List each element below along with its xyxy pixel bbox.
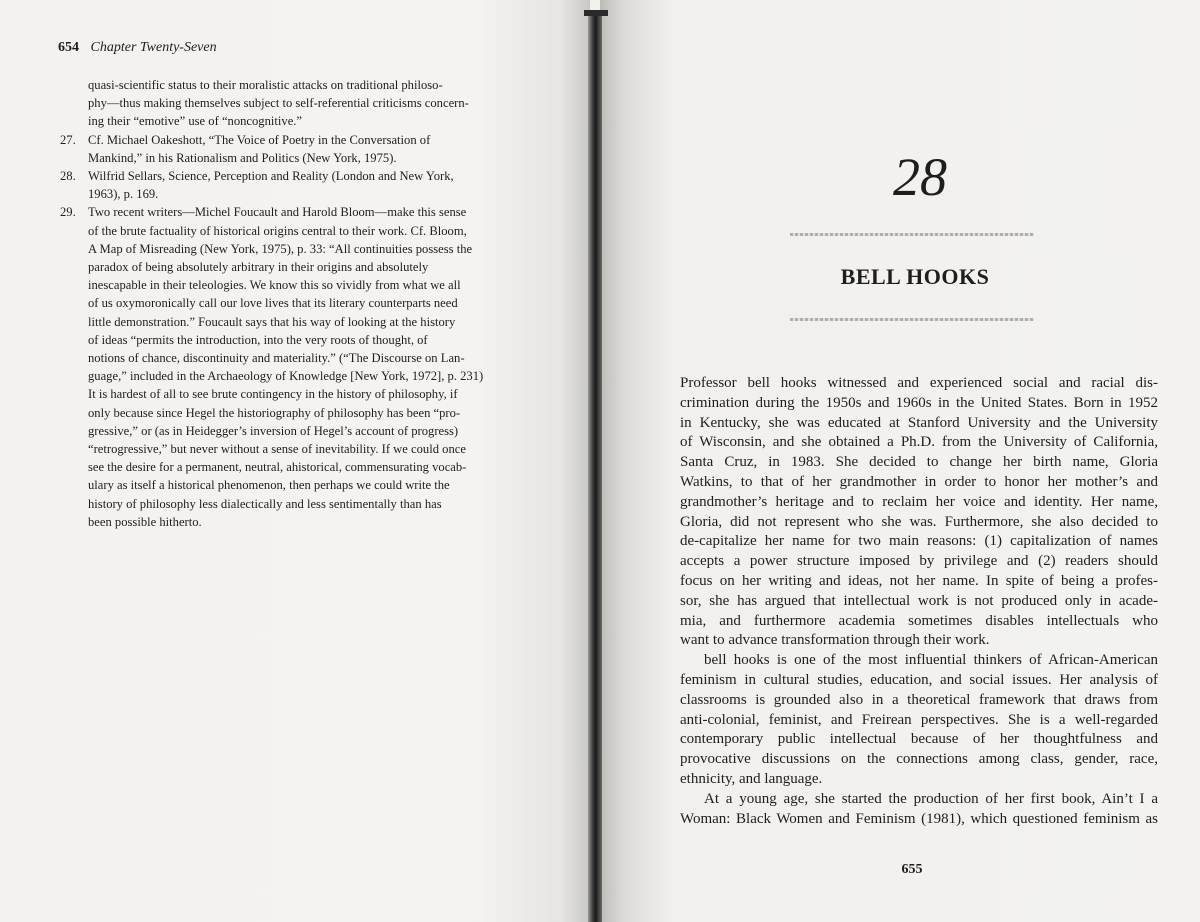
body-line: At a young age, she started the production of her first book, Ain’t I a (704, 790, 1158, 807)
note-line: inescapable in their teleologies. We know this so vividly from what we all (88, 278, 461, 293)
note-line: ing their “emotive” use of “noncognitive.” (88, 114, 303, 129)
ornamental-rule-bottom (790, 318, 1034, 321)
note-number: 27. (60, 132, 76, 147)
note-line: of us oxymoronically call our love lives that its literary counterparts need (88, 296, 458, 311)
right-page-number: 655 (901, 862, 923, 877)
body-line: accepts a power structure imposed by privilege and (2) readers should (680, 553, 1158, 570)
note-29 (60, 203, 536, 531)
body-line: mia, and furthermore academia sometimes disables intellectuals who (680, 612, 1158, 629)
note-line: been possible hitherto. (88, 514, 202, 529)
body-line: provocative discussions on the connections among class, gender, race, (680, 751, 1158, 768)
note-line: phy—thus making themselves subject to self-referential criticisms concern- (88, 96, 469, 111)
paragraph (680, 651, 1158, 790)
note-28 (60, 167, 536, 203)
note-line: history of philosophy less dialectically and less sentimentally than has (88, 496, 442, 511)
left-page-number: 654 (58, 40, 79, 55)
body-line: Woman: Black Women and Feminism (1981), which questioned feminism as (680, 810, 1158, 827)
body-line: Professor bell hooks witnessed and experienced social and racial dis- (680, 375, 1158, 391)
note-line: notions of chance, discontinuity and materiality.” (“The Discourse on Lan- (88, 351, 465, 366)
body-line: crimination during the 1950s and 1960s in the United States. Born in 1952 (680, 394, 1158, 411)
chapter-header: Chapter Twenty-Seven (90, 40, 217, 55)
note-line: Two recent writers—Michel Foucault and Harold Bloom—make this sense (88, 205, 467, 220)
endnotes (60, 76, 536, 531)
body-line: ethnicity, and language. (680, 770, 823, 787)
note-line: quasi-scientific status to their moralistic attacks on traditional philoso- (88, 78, 443, 92)
ornamental-rule-top (790, 233, 1034, 236)
body-line: feminism in cultural studies, education, and social issues. Her analysis of (680, 671, 1158, 688)
gutter-edge (584, 10, 608, 16)
body-line: classrooms is grounded also in a theoretical framework that draws from (680, 691, 1158, 708)
note-line: 1963), p. 169. (88, 187, 159, 202)
body-line: focus on her writing and ideas, not her name. In spite of being a profes- (680, 572, 1158, 589)
note-line: little demonstration.” Foucault says that his way of looking at the history (88, 314, 456, 329)
chapter-body (680, 374, 1158, 829)
note-line: paradox of being absolutely arbitrary in their origins and absolutely (88, 260, 429, 275)
body-line: Gloria, did not represent who she was. Furthermore, she also decided to (680, 513, 1158, 530)
body-line: want to advance transformation through their work. (680, 632, 990, 649)
note-line: A Map of Misreading (New York, 1975), p. 33: “All continuities possess the (88, 241, 473, 256)
note-line: only because since Hegel the historiography of philosophy has been “pro- (88, 405, 461, 420)
chapter-number: 28 (893, 147, 947, 207)
note-number: 29. (60, 205, 76, 220)
note-line: ulary as itself a historical phenomenon, then perhaps we could write the (88, 478, 450, 493)
paragraph (680, 790, 1158, 830)
body-line: in Kentucky, she was educated at Stanford University and the University (680, 414, 1158, 431)
body-line: Watkins, to that of her grandmother in order to honor her mother’s and (680, 473, 1158, 490)
note-line: Cf. Michael Oakeshott, “The Voice of Poetry in the Conversation of (88, 132, 431, 147)
note-line: see the desire for a permanent, neutral, ahistorical, commensurating vocab- (88, 460, 467, 475)
note-line: It is hardest of all to see brute contingency in the history of philosophy, if (88, 387, 458, 402)
note-line: gressive,” or (as in Heidegger’s inversion of Hegel’s account of progress) (88, 423, 459, 438)
book-gutter (588, 10, 602, 922)
note-line: Mankind,” in his Rationalism and Politics (New York, 1975). (88, 150, 397, 165)
note-27 (60, 131, 536, 167)
note-line: Wilfrid Sellars, Science, Perception and Reality (London and New York, (88, 169, 454, 184)
body-line: grandmother’s heritage and to reclaim her voice and identity. Her name, (680, 493, 1158, 510)
body-line: of Wisconsin, and she obtained a Ph.D. from the University of California, (680, 434, 1158, 451)
note-continuation (60, 76, 536, 131)
note-line: “retrogressive,” but never without a sense of inevitability. If we could once (88, 442, 466, 457)
note-number: 28. (60, 169, 76, 184)
note-line: guage,” included in the Archaeology of Knowledge [New York, 1972], p. 231) (88, 369, 484, 384)
note-line: of the brute factuality of historical origins central to their work. Cf. Bloom, (88, 223, 467, 238)
body-line: contemporary public intellectual because of her thoughtfulness and (680, 731, 1158, 748)
paragraph (680, 374, 1158, 651)
body-line: bell hooks is one of the most influential thinkers of African-American (704, 652, 1158, 669)
body-line: Santa Cruz, in 1983. She decided to change her birth name, Gloria (680, 454, 1158, 471)
body-line: sor, she has argued that intellectual work is not produced only in acade- (680, 592, 1158, 609)
chapter-title: BELL HOOKS (840, 264, 990, 289)
body-line: de-capitalize her name for two main reasons: (1) capitalization of names (680, 533, 1158, 550)
note-line: of ideas “permits the introduction, into the very roots of thought, of (88, 332, 428, 347)
body-line: anti-colonial, feminist, and Freirean perspectives. She is a well-regarded (680, 711, 1158, 728)
left-running-head (58, 40, 217, 56)
